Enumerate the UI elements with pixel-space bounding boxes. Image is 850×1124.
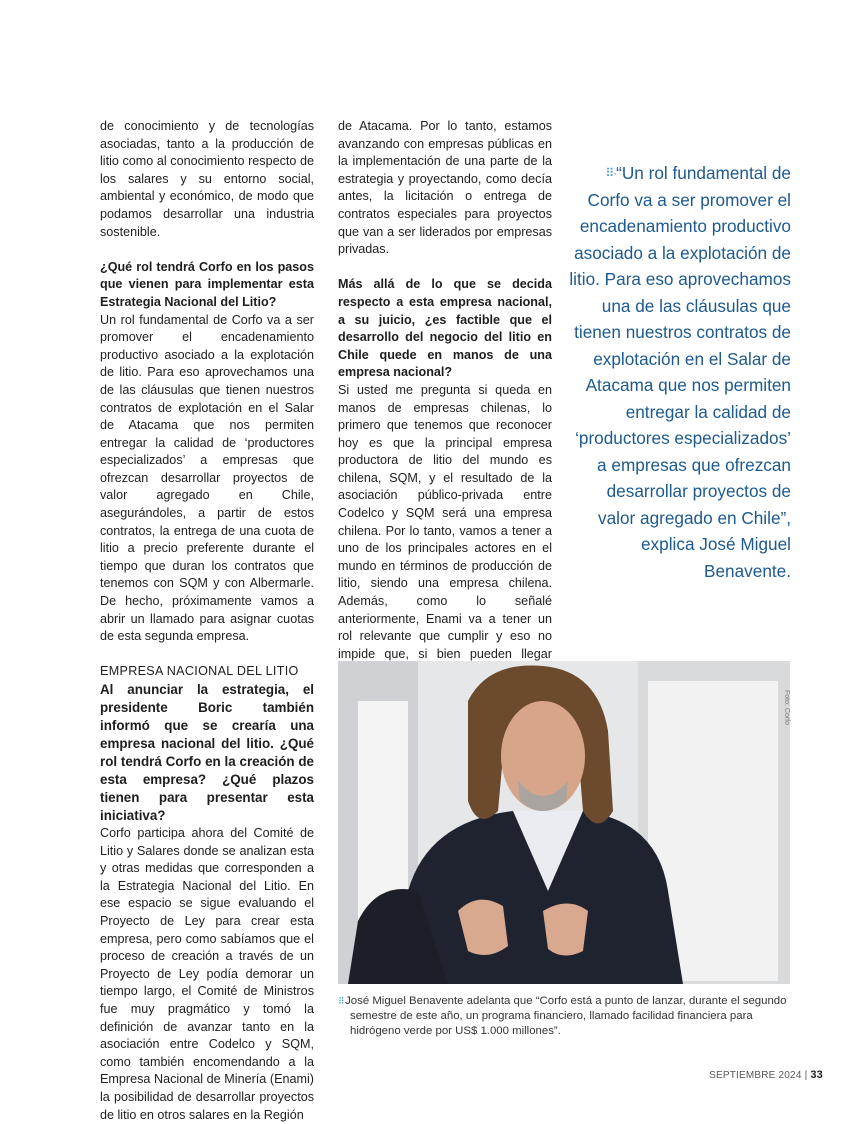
dots-icon: ⠿· [605,166,617,180]
page-footer [709,1069,823,1081]
page-number: 33 [810,1069,823,1081]
interview-question: Más allá de lo que se decida respecto a esta empresa nacional, a su juicio, ¿es factible que el desarrollo del negocio del litio en Chile quede en manos de una empresa nacional? [338,277,552,380]
interview-answer: Si usted me pregunta si queda en manos de empresas chilenas, lo primero que tenemos que reconocer hoy es que la principal empresa productora de litio del mundo es chilena, SQM, y el resultado de la asociación público-privada entre Codelco y SQM será una empresa chilena. Por lo tanto, vamos a tener a uno de los principales actores en el mundo en términos de producción de litio, siendo una empresa chilena. Además, como lo señalé anteriormente, Enami va a tener un rol relevante que cumplir y eso no impide que, si bien pueden llegar [338,382,552,661]
section-title: EMPRESA NACIONAL DEL LITIO [100,664,299,679]
dots-icon: ⠿ [338,996,346,1006]
pull-quote [568,160,791,584]
text-column-2 [338,118,552,716]
paragraph: de Atacama. Por lo tanto, estamos avanzando con empresas públicas en la implementación de una parte de la estrategia y proyectando, como decía antes, la licitación o entrega de contratos especiales para proyectos que van a ser liderados por empresas privadas. [338,119,552,257]
interview-question: Al anunciar la estrategia, el presidente Boric también informó que se crearía una empresa nacional del litio. ¿Qué rol tendrá Corfo en la creación de esta empresa? ¿Qué plazos tienen para presentar esta iniciativa? [100,682,314,823]
pull-quote-text: “Un rol fundamental de Corfo va a ser promover el encadenamiento productivo asociado a la explotación de litio. Para eso aprovechamos una de las cláusulas que tienen nuestros contratos de explotación en el Salar de Atacama que nos permiten entregar la calidad de ‘productores especializados’ a empresas que ofrezcan desarrollar proyectos de valor agregado en Chile”, explica José Miguel Benavente. [569,163,791,581]
issue-date: SEPTIEMBRE 2024 [709,1070,802,1081]
interview-answer: Corfo participa ahora del Comité de Litio y Salares donde se analizan esta y otras medidas que corresponden a la Estrategia Nacional del Litio. En ese espacio se sigue evaluando el Proyecto de Ley para crear esta empresa, pero como sabíamos que el proceso de creación a través de un Proyecto de Ley podía demorar un tiempo largo, el Comité de Ministros fue muy pragmático y tomó la definición de avanzar tanto en la asociación entre Codelco y SQM, como también encomendando a la Empresa Nacional de Minería (Enami) la posibilidad de desarrollar proyectos de litio en otros salares en la Región [100,826,314,1122]
interview-answer: Un rol fundamental de Corfo va a ser promover el encadenamiento productivo asociado a la explotación de litio. Para eso aprovechamos una de las cláusulas que tienen nuestros contratos de explotación en el Salar de Atacama que nos permiten entregar la calidad de ‘productores especializados’ a empresas que ofrezcan desarrollar proyectos de valor agregado en Chile, asegurándoles, a partir de estos contratos, la entrega de una cuota de litio a precio preferente durante el tiempo que duran los contratos que tenemos con SQM y con Albermarle. De hecho, próximamente vamos a abrir un llamado para asignar cuotas de esta segunda empresa. [100,312,314,644]
footer-separator: | [804,1070,808,1081]
interview-question: ¿Qué rol tendrá Corfo en los pasos que vienen para implementar esta Estrategia Nacional del Litio? [100,259,314,309]
photo-caption [338,994,792,1039]
portrait-illustration [338,661,790,984]
interview-photo [338,661,790,984]
text-column-1 [100,118,314,1124]
caption-text: José Miguel Benavente adelanta que “Corfo está a punto de lanzar, durante el segundo semestre de este año, un programa financiero, llamado facilidad financiera para hidrógeno verde por US$ 1.000 millones”. [345,995,787,1037]
photo-credit: Foto: Corfo [783,690,790,726]
paragraph: de conocimiento y de tecnologías asociadas, tanto a la producción de litio como al conocimiento respecto de los salares y su entorno social, ambiental y económico, de modo que podamos desarrollar una industria sostenible. [100,119,314,239]
